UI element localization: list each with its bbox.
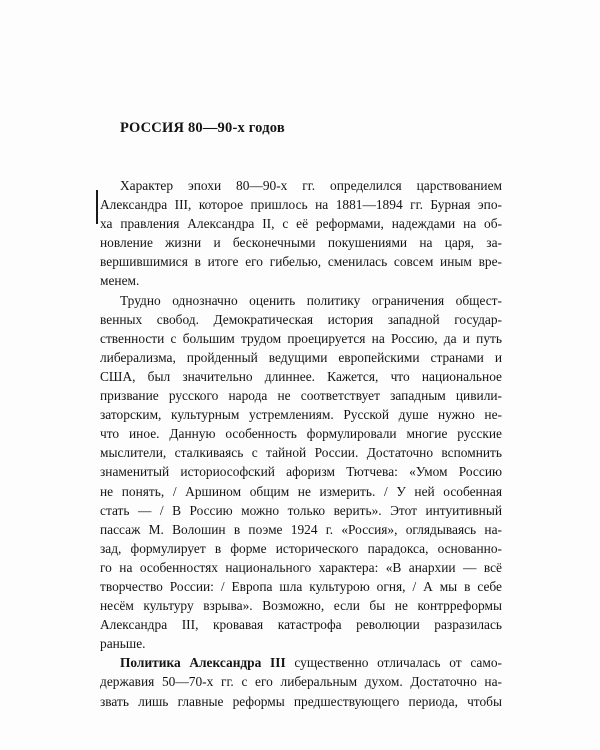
text-line: Александра III, которое пришлось на 1881—1894 гг. Бурная эпо- [100,197,502,213]
text-line: не понять, / Аршином общим не измерить. / У ней особенная [100,483,502,499]
body-text [100,176,502,711]
text-line: зад, формулирует в форме исторического парадокса, основанно- [100,540,502,556]
text-line: менем. [100,273,140,289]
text-line: ха правления Александра II, с её реформами, надеждами на об- [100,216,502,232]
text-line: призвание русского народа не соответствует западным цивили- [100,388,502,404]
text-line: вершившимися в итоге его гибелью, сменилась совсем иным вре- [100,254,502,270]
chapter-heading: РОССИЯ 80—90-х годов [120,120,285,136]
text-line: го на особенностях национального характера: «В анархии — всё [100,559,502,575]
text-line: пассаж М. Волошин в поэме 1924 г. «Россия», оглядываясь на- [100,521,502,537]
text-line: что иное. Данную особенность формулировали многие русские [100,426,502,442]
margin-mark [96,190,98,224]
text-line: раньше. [100,636,146,652]
text-line: творчество России: / Европа шла культурою огня, / А мы в себе [100,578,502,594]
text-line: знаменитый историософский афоризм Тютчева: «Умом Россию [100,464,502,480]
text-line: ственности с большим трудом проецируется на Россию, да и путь [100,330,502,346]
text-line: Характер эпохи 80—90-х гг. определился царствованием [120,178,502,193]
text-line: заторским, культурным устремлениям. Русской душе нужно не- [100,407,502,423]
text-line: державия 50—70-х гг. с его либеральным духом. Достаточно на- [100,674,502,690]
text-line: стать — / В Россию можно только верить». Этот интуитивный [100,502,502,518]
text-fragment: существенно отличалась от само- [285,655,502,671]
text-line: мыслители, сталкиваясь с тайной России. Достаточно вспомнить [100,445,502,461]
text-line: несём культуру взрыва». Возможно, если бы не контрреформы [100,598,502,614]
text-line: Трудно однозначно оценить политику ограничения общест- [120,292,502,308]
bold-lead: Политика Александра III [120,655,286,671]
text-line: Александра III, кровавая катастрофа революции разразилась [100,617,502,633]
text-line: звать лишь главные реформы предшествующего периода, чтобы [100,693,502,709]
text-line: либерализма, пройденный ведущими европейскими странами и [100,349,502,365]
text-line: США, был значительно длиннее. Кажется, что национальное [100,368,502,384]
text-line [100,653,502,672]
text-line: венных свобод. Демократическая история западной государ- [100,311,502,327]
text-line: новление жизни и бесконечными покушениями на царя, за- [100,235,502,251]
